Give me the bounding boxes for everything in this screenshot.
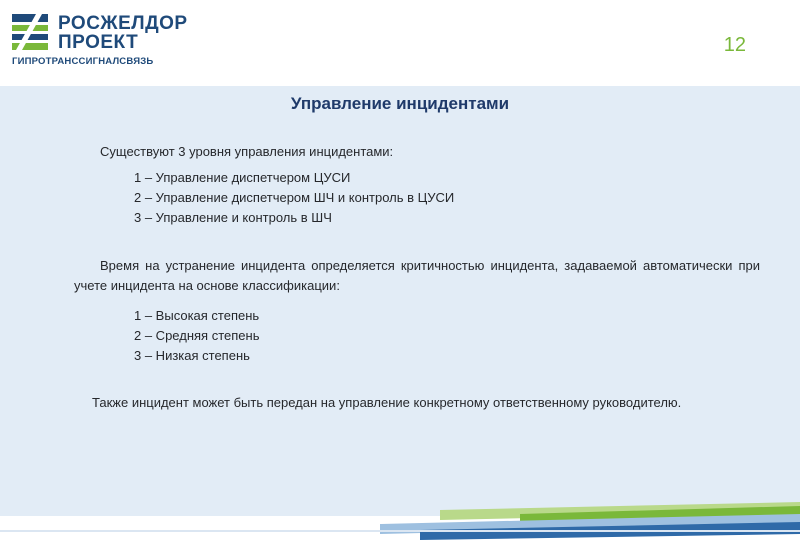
list-item: 3 – Управление и контроль в ШЧ (134, 210, 332, 225)
logo-subtitle: ГИПРОТРАНССИГНАЛСВЯЗЬ (12, 56, 154, 67)
logo-text-line1: РОСЖЕЛДОР (58, 13, 188, 34)
time-paragraph: Время на устранение инцидента определяется критичностью инцидента, задаваемой автоматически при учете инцидента на основе классификации: (74, 258, 760, 293)
railway-logo-icon (12, 14, 48, 50)
slide-content (0, 86, 800, 516)
levels-list (134, 168, 454, 228)
list-item: 2 – Средняя степень (134, 328, 260, 343)
logo-text-line2: ПРОЕКТ (58, 32, 139, 53)
page-number: 12 (723, 34, 746, 56)
list-item: 1 – Управление диспетчером ЦУСИ (134, 170, 351, 185)
list-item: 2 – Управление диспетчером ШЧ и контроль в ЦУСИ (134, 190, 455, 205)
slide-header (0, 0, 800, 86)
slide-title: Управление инцидентами (290, 94, 510, 113)
list-item: 3 – Низкая степень (134, 348, 250, 363)
footer-stripes (0, 490, 800, 554)
closing-paragraph: Также инцидент может быть передан на управление конкретному ответственному руководителю. (92, 395, 682, 410)
list-item: 1 – Высокая степень (134, 308, 260, 323)
criticality-list (134, 306, 259, 366)
intro-text: Существуют 3 уровня управления инцидентами: (100, 144, 394, 159)
